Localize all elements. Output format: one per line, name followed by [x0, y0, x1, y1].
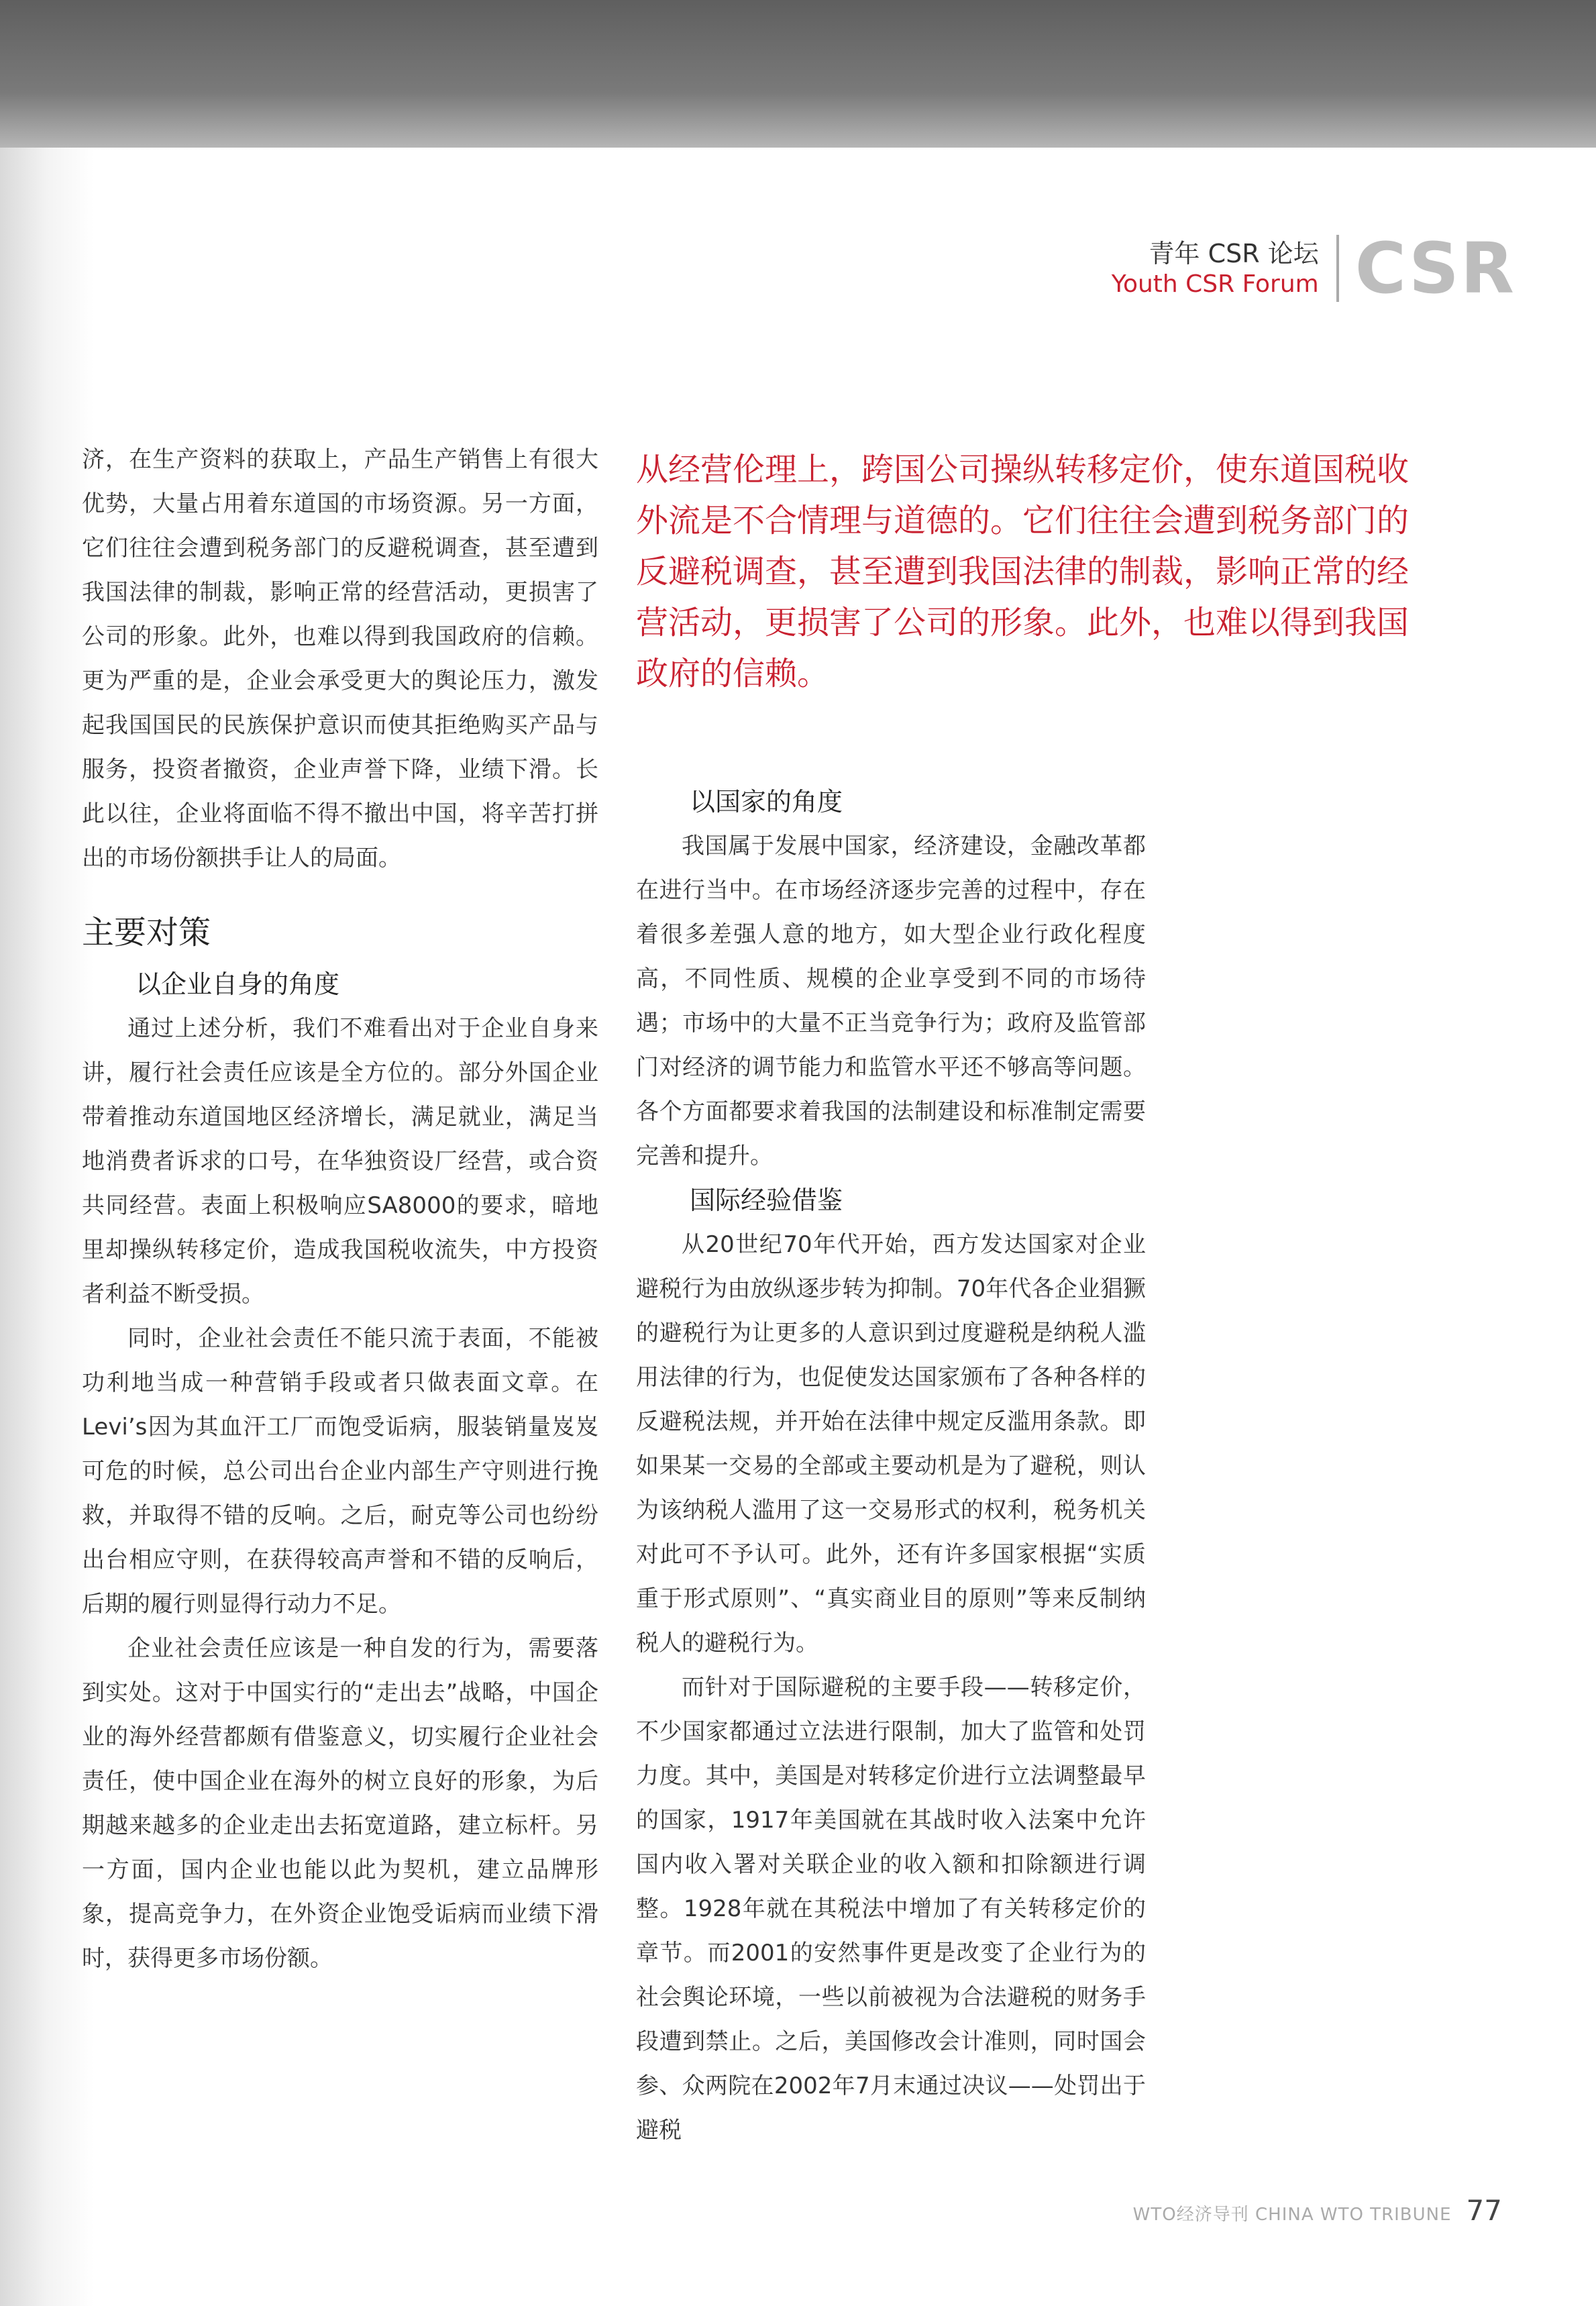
left-paragraph-2: 通过上述分析，我们不难看出对于企业自身来讲，履行社会责任应该是全方位的。部分外国企业带着推动东道国地区经济增长，满足就业，满足当地消费者诉求的口号，在华独资设厂经营，或合资共同经营。表面上积极响应SA8000的要求，暗地里却操纵转移定价，造成我国税收流失，中方投资者利益不断受损。 — [82, 1015, 598, 1308]
scan-shadow — [0, 0, 1596, 154]
heading-enterprise-perspective: 以企业自身的角度 — [136, 969, 340, 999]
section-title-en: Youth CSR Forum — [1111, 270, 1319, 298]
pull-quote: 从经营伦理上，跨国公司操纵转移定价，使东道国税收外流是不合情理与道德的。它们往往会遭到税务部门的反避税调查，甚至遭到我国法律的制裁，影响正常的经营活动，更损害了公司的形象。此外，也难以得到我国政府的信赖。 — [636, 451, 1409, 692]
left-paragraph-3: 同时，企业社会责任不能只流于表面，不能被功利地当成一种营销手段或者只做表面文章。在Levi’s因为其血汗工厂而饱受诟病，服装销量岌岌可危的时候，总公司出台企业内部生产守则进行挽救，并取得不错的反响。之后，耐克等公司也纷纷出台相应守则，在获得较高声誉和不错的反响后，后期的履行则显得行动力不足。 — [82, 1325, 598, 1618]
section-title-cn: 青年 CSR 论坛 — [1149, 239, 1319, 268]
heading-national-perspective: 以国家的角度 — [690, 787, 843, 817]
left-paragraph-1: 济，在生产资料的获取上，产品生产销售上有很大优势，大量占用着东道国的市场资源。另一方面，它们往往会遭到税务部门的反避税调查，甚至遭到我国法律的制裁，影响正常的经营活动，更损害了公司的形象。此外，也难以得到我国政府的信赖。更为严重的是，企业会承受更大的舆论压力，激发起我国国民的民族保护意识而使其拒绝购买产品与服务，投资者撤资，企业声誉下降，业绩下滑。长此以往，企业将面临不得不撤出中国，将辛苦打拼出的市场份额拱手让人的局面。 — [82, 446, 598, 872]
header-divider — [1336, 235, 1339, 302]
page-number: 77 — [1466, 2194, 1502, 2227]
right-paragraph-3: 而针对于国际避税的主要手段——转移定价，不少国家都通过立法进行限制，加大了监管和处罚力度。其中，美国是对转移定价进行立法调整最早的国家，1917年美国就在其战时收入法案中允许国内收入署对关联企业的收入额和扣除额进行调整。1928年就在其税法中增加了有关转移定价的章节。而2001的安然事件更是改变了企业行为的社会舆论环境，一些以前被视为合法避税的财务手段遭到禁止。之后，美国修改会计准则，同时国会参、众两院在2002年7月末通过决议——处罚出于避税 — [636, 1674, 1146, 2144]
left-column — [82, 437, 598, 1981]
right-column — [636, 780, 1146, 2152]
magazine-name: WTO经济导刊 CHINA WTO TRIBUNE — [1132, 2205, 1452, 2225]
page-footer — [1133, 2194, 1502, 2227]
heading-international-experience: 国际经验借鉴 — [690, 1186, 843, 1215]
csr-logo: CSR — [1354, 227, 1515, 309]
left-paragraph-4: 企业社会责任应该是一种自发的行为，需要落到实处。这对于中国实行的“走出去”战略，中国企业的海外经营都颇有借鉴意义，切实履行企业社会责任，使中国企业在海外的树立良好的形象，为后期越来越多的企业走出去拓宽道路，建立标杆。另一方面，国内企业也能以此为契机，建立品牌形象，提高竞争力，在外资企业饱受诟病而业绩下滑时，获得更多市场份额。 — [82, 1635, 598, 1972]
section-header — [1112, 228, 1515, 309]
heading-main-countermeasures: 主要对策 — [82, 914, 211, 951]
right-paragraph-2: 从20世纪70年代开始，西方发达国家对企业避税行为由放纵逐步转为抑制。70年代各企业猖獗的避税行为让更多的人意识到过度避税是纳税人滥用法律的行为，也促使发达国家颁布了各种各样的反避税法规，并开始在法律中规定反滥用条款。即如果某一交易的全部或主要动机是为了避税，则认为该纳税人滥用了这一交易形式的权利，税务机关对此可不予认可。此外，还有许多国家根据“实质重于形式原则”、“真实商业目的原则”等来反制纳税人的避税行为。 — [636, 1231, 1146, 1657]
right-paragraph-1: 我国属于发展中国家，经济建设，金融改革都在进行当中。在市场经济逐步完善的过程中，存在着很多差强人意的地方，如大型企业行政化程度高，不同性质、规模的企业享受到不同的市场待遇；市场中的大量不正当竞争行为；政府及监管部门对经济的调节能力和监管水平还不够高等问题。各个方面都要求着我国的法制建设和标准制定需要完善和提升。 — [636, 833, 1146, 1169]
